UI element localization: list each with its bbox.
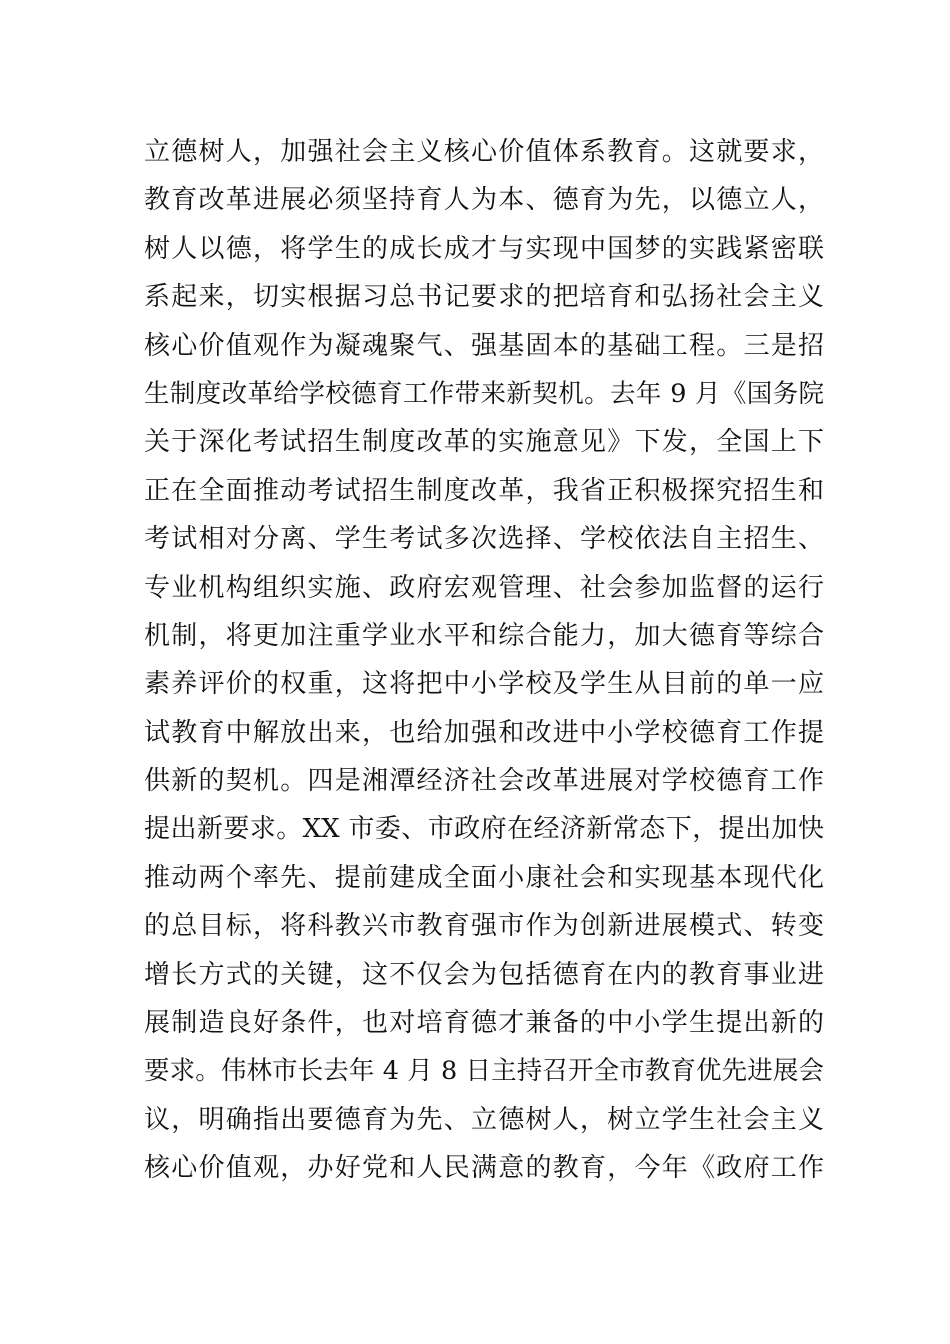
text-line: 供新的契机。四是湘潭经济社会改革进展对学校德育工作 <box>144 766 824 797</box>
text-line: 立德树人，加强社会主义核心价值体系教育。这就要求， <box>144 137 824 167</box>
text-line: 树人以德，将学生的成长成才与实现中国梦的实践紧密联 <box>144 233 824 264</box>
text-line: 机制，将更加注重学业水平和综合能力，加大德育等综合 <box>144 620 824 651</box>
text-line: 推动两个率先、提前建成全面小康社会和实现基本现代化 <box>144 862 824 893</box>
text-line: 议，明确指出要德育为先、立德树人，树立学生社会主义 <box>144 1104 824 1135</box>
text-line: 专业机构组织实施、政府宏观管理、社会参加监督的运行 <box>144 572 824 603</box>
text-line: 的总目标，将科教兴市教育强市作为创新进展模式、转变 <box>144 911 824 942</box>
text-line: 试教育中解放出来，也给加强和改进中小学校德育工作提 <box>144 717 824 748</box>
text-line: 核心价值观作为凝魂聚气、强基固本的基础工程。三是招 <box>144 330 824 361</box>
text-line: 正在全面推动考试招生制度改革，我省正积极探究招生和 <box>144 475 824 506</box>
text-line: 核心价值观，办好党和人民满意的教育，今年《政府工作 <box>144 1153 824 1184</box>
text-line: 教育改革进展必须坚持育人为本、德育为先，以德立人， <box>144 185 824 216</box>
text-line: 考试相对分离、学生考试多次选择、学校依法自主招生、 <box>144 524 824 555</box>
text-line: 增长方式的关键，这不仅会为包括德育在内的教育事业进 <box>144 959 824 990</box>
text-line: 展制造良好条件，也对培育德才兼备的中小学生提出新的 <box>144 1008 824 1039</box>
text-line: 素养评价的权重，这将把中小学校及学生从目前的单一应 <box>144 669 824 700</box>
text-line: 系起来，切实根据习总书记要求的把培育和弘扬社会主义 <box>144 282 824 313</box>
text-line: 关于深化考试招生制度改革的实施意见》下发，全国上下 <box>144 427 824 458</box>
body-paragraph <box>144 128 824 1193</box>
text-line: 生制度改革给学校德育工作带来新契机。去年 9 月《国务院 <box>144 378 824 409</box>
text-line: 要求。伟林市长去年 4 月 8 日主持召开全市教育优先进展会 <box>144 1056 824 1087</box>
text-line: 提出新要求。XX 市委、市政府在经济新常态下，提出加快 <box>144 814 824 845</box>
